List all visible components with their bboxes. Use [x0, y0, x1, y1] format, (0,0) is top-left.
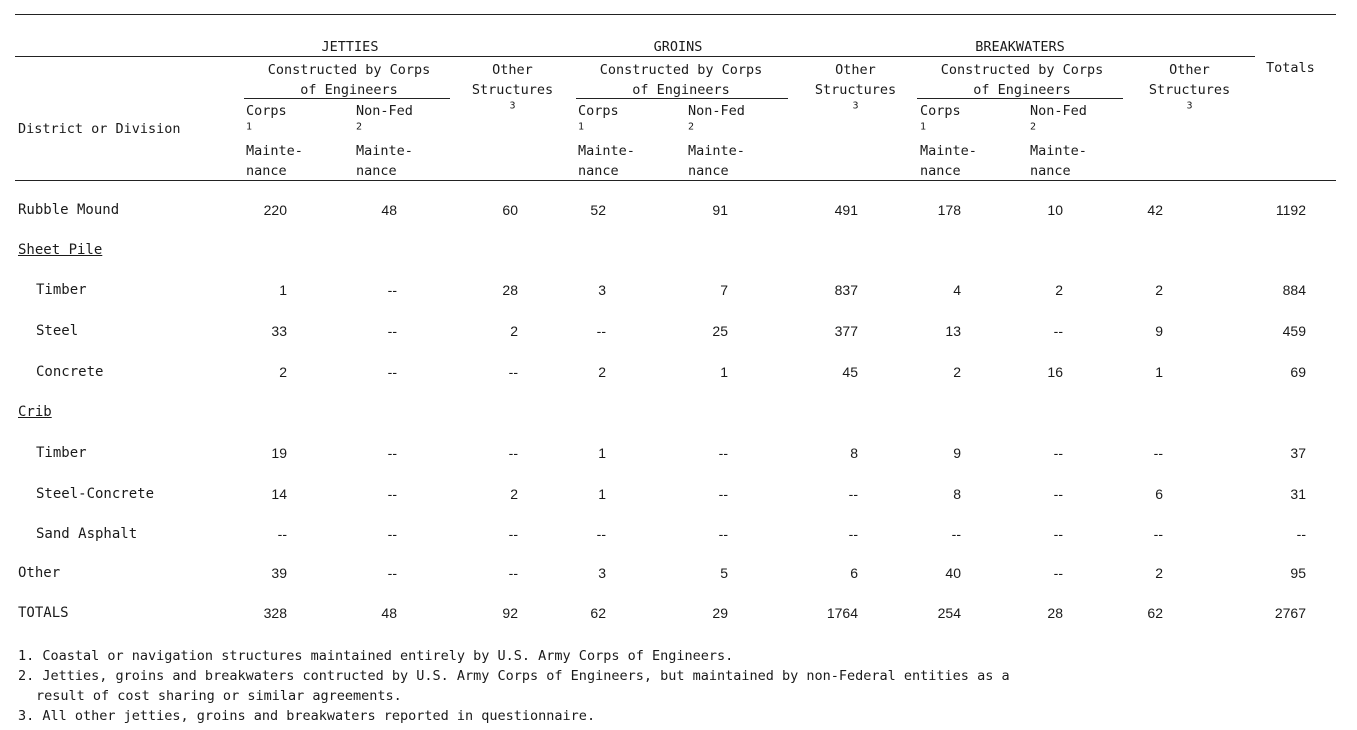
cell-groins-corps: 2	[598, 364, 606, 380]
cell-totals: 31	[1290, 486, 1306, 502]
cell-breakwaters-nonfed: 10	[1047, 202, 1063, 218]
cell-groins-other: 8	[850, 445, 858, 461]
cell-groins-other: 491	[834, 202, 858, 218]
cell-jetties-other: --	[508, 565, 518, 581]
cell-groins-other: 6	[850, 565, 858, 581]
table-row	[0, 561, 1357, 585]
cell-groins-nonfed: 5	[720, 565, 728, 581]
cell-totals: 1192	[1275, 202, 1306, 218]
cell-breakwaters-corps: 4	[953, 282, 961, 298]
cell-jetties-other: --	[508, 364, 518, 380]
group-title-groins: GROINS	[653, 39, 703, 55]
cell-breakwaters-other: --	[1153, 445, 1163, 461]
table-row	[0, 522, 1357, 546]
cell-groins-corps: 1	[598, 486, 606, 502]
group-title-jetties: JETTIES	[321, 39, 379, 55]
breakwaters-constructed-header: Constructed by Corps of Engineers	[940, 62, 1104, 98]
cell-groins-corps: 3	[598, 282, 606, 298]
cell-totals: 37	[1290, 445, 1306, 461]
cell-groins-nonfed: --	[718, 445, 728, 461]
groins-other-header: Other Structures $^3$	[814, 62, 897, 112]
cell-breakwaters-other: 6	[1155, 486, 1163, 502]
cell-totals: --	[1296, 526, 1306, 542]
cell-totals: 69	[1290, 364, 1306, 380]
totals-header: Totals	[1266, 60, 1315, 76]
cell-jetties-nonfed: --	[387, 565, 397, 581]
row-label: Steel	[36, 323, 79, 339]
cell-groins-other: 837	[834, 282, 858, 298]
cell-groins-corps: 62	[590, 605, 606, 621]
section-row	[0, 238, 1357, 262]
cell-jetties-nonfed: --	[387, 486, 397, 502]
cell-breakwaters-corps: 8	[953, 486, 961, 502]
cell-jetties-corps: 19	[271, 445, 287, 461]
breakwaters-nonfed-maint-header: Non-Fed $^2$ Mainte- nance	[1030, 103, 1087, 179]
cell-groins-corps: 52	[590, 202, 606, 218]
table-row	[0, 601, 1357, 625]
cell-breakwaters-other: 1	[1155, 364, 1163, 380]
jetties-corps-maint-header: Corps $^1$ Mainte- nance	[246, 103, 303, 179]
row-label: Crib	[18, 404, 52, 420]
cell-groins-nonfed: --	[718, 526, 728, 542]
cell-breakwaters-nonfed: 16	[1047, 364, 1063, 380]
row-label: Sand Asphalt	[36, 526, 138, 542]
cell-jetties-corps: 33	[271, 323, 287, 339]
jetties-constructed-underline	[244, 98, 450, 99]
cell-totals: 884	[1282, 282, 1306, 298]
cell-breakwaters-corps: 254	[937, 605, 961, 621]
cell-jetties-other: --	[508, 526, 518, 542]
cell-breakwaters-nonfed: --	[1053, 323, 1063, 339]
cell-groins-corps: --	[596, 323, 606, 339]
cell-breakwaters-nonfed: 28	[1047, 605, 1063, 621]
footnote-2: 2. Jetties, groins and breakwaters contructed by U.S. Army Corps of Engineers, but maintained by non-Federal entities as a	[18, 668, 1010, 684]
cell-breakwaters-other: 2	[1155, 282, 1163, 298]
jetties-other-header: Other Structures $^3$	[471, 62, 554, 112]
cell-breakwaters-other: 2	[1155, 565, 1163, 581]
cell-breakwaters-corps: 2	[953, 364, 961, 380]
cell-breakwaters-corps: 13	[945, 323, 961, 339]
groins-constructed-header: Constructed by Corps of Engineers	[599, 62, 763, 98]
cell-breakwaters-other: 62	[1147, 605, 1163, 621]
cell-jetties-corps: --	[277, 526, 287, 542]
cell-breakwaters-corps: 178	[937, 202, 961, 218]
footnote-3: 3. All other jetties, groins and breakwaters reported in questionnaire.	[18, 708, 596, 724]
cell-groins-corps: 3	[598, 565, 606, 581]
row-label: Timber	[36, 445, 87, 461]
cell-breakwaters-other: 9	[1155, 323, 1163, 339]
row-label: Other	[18, 565, 61, 581]
cell-groins-other: 377	[834, 323, 858, 339]
cell-jetties-nonfed: 48	[381, 202, 397, 218]
cell-jetties-nonfed: --	[387, 323, 397, 339]
table-row	[0, 198, 1357, 222]
jetties-nonfed-maint-header: Non-Fed $^2$ Mainte- nance	[356, 103, 413, 179]
jetties-constructed-header: Constructed by Corps of Engineers	[267, 62, 431, 98]
row-label: Sheet Pile	[18, 242, 103, 258]
cell-breakwaters-corps: --	[951, 526, 961, 542]
row-label: TOTALS	[18, 605, 69, 621]
table-row	[0, 319, 1357, 343]
table-row	[0, 441, 1357, 465]
cell-jetties-nonfed: --	[387, 526, 397, 542]
cell-jetties-corps: 39	[271, 565, 287, 581]
row-label: Concrete	[36, 364, 104, 380]
header-bottom-rule	[15, 180, 1336, 181]
cell-jetties-corps: 14	[271, 486, 287, 502]
district-header: District or Division	[18, 121, 181, 137]
cell-groins-corps: --	[596, 526, 606, 542]
cell-breakwaters-nonfed: --	[1053, 445, 1063, 461]
cell-jetties-other: 2	[510, 323, 518, 339]
cell-groins-nonfed: 29	[712, 605, 728, 621]
cell-breakwaters-nonfed: --	[1053, 526, 1063, 542]
cell-breakwaters-nonfed: 2	[1055, 282, 1063, 298]
row-label: Rubble Mound	[18, 202, 120, 218]
cell-jetties-other: 92	[502, 605, 518, 621]
cell-totals: 95	[1290, 565, 1306, 581]
cell-jetties-nonfed: --	[387, 364, 397, 380]
cell-breakwaters-other: --	[1153, 526, 1163, 542]
cell-groins-other: 1764	[826, 605, 858, 621]
cell-groins-nonfed: 25	[712, 323, 728, 339]
breakwaters-corps-maint-header: Corps $^1$ Mainte- nance	[920, 103, 977, 179]
row-label: Steel-Concrete	[36, 486, 155, 502]
cell-jetties-other: 60	[502, 202, 518, 218]
cell-breakwaters-nonfed: --	[1053, 565, 1063, 581]
cell-jetties-corps: 220	[263, 202, 287, 218]
cell-totals: 459	[1282, 323, 1306, 339]
cell-groins-nonfed: --	[718, 486, 728, 502]
cell-breakwaters-nonfed: --	[1053, 486, 1063, 502]
cell-breakwaters-corps: 9	[953, 445, 961, 461]
cell-jetties-other: 28	[502, 282, 518, 298]
table-row	[0, 482, 1357, 506]
cell-jetties-corps: 328	[263, 605, 287, 621]
cell-jetties-corps: 1	[279, 282, 287, 298]
cell-groins-other: --	[848, 526, 858, 542]
cell-groins-other: 45	[842, 364, 858, 380]
breakwaters-other-header: Other Structures $^3$	[1148, 62, 1231, 112]
cell-jetties-nonfed: --	[387, 445, 397, 461]
cell-breakwaters-corps: 40	[945, 565, 961, 581]
cell-jetties-nonfed: 48	[381, 605, 397, 621]
cell-jetties-other: 2	[510, 486, 518, 502]
cell-jetties-corps: 2	[279, 364, 287, 380]
footnote-2-continued: result of cost sharing or similar agreements.	[36, 688, 402, 704]
cell-breakwaters-other: 42	[1147, 202, 1163, 218]
groins-nonfed-maint-header: Non-Fed $^2$ Mainte- nance	[688, 103, 745, 179]
cell-groins-other: --	[848, 486, 858, 502]
cell-jetties-nonfed: --	[387, 282, 397, 298]
cell-groins-nonfed: 91	[712, 202, 728, 218]
cell-groins-nonfed: 7	[720, 282, 728, 298]
groins-constructed-underline	[576, 98, 788, 99]
table-row	[0, 278, 1357, 302]
group-title-breakwaters: BREAKWATERS	[975, 39, 1065, 55]
cell-groins-nonfed: 1	[720, 364, 728, 380]
table-row	[0, 360, 1357, 384]
breakwaters-constructed-underline	[917, 98, 1123, 99]
cell-jetties-other: --	[508, 445, 518, 461]
section-row	[0, 400, 1357, 424]
groins-corps-maint-header: Corps $^1$ Mainte- nance	[578, 103, 635, 179]
cell-totals: 2767	[1274, 605, 1306, 621]
cell-groins-corps: 1	[598, 445, 606, 461]
footnote-1: 1. Coastal or navigation structures maintained entirely by U.S. Army Corps of Engineers.	[18, 648, 734, 664]
row-label: Timber	[36, 282, 87, 298]
top-rule	[15, 14, 1336, 15]
group-underline	[15, 56, 1255, 57]
